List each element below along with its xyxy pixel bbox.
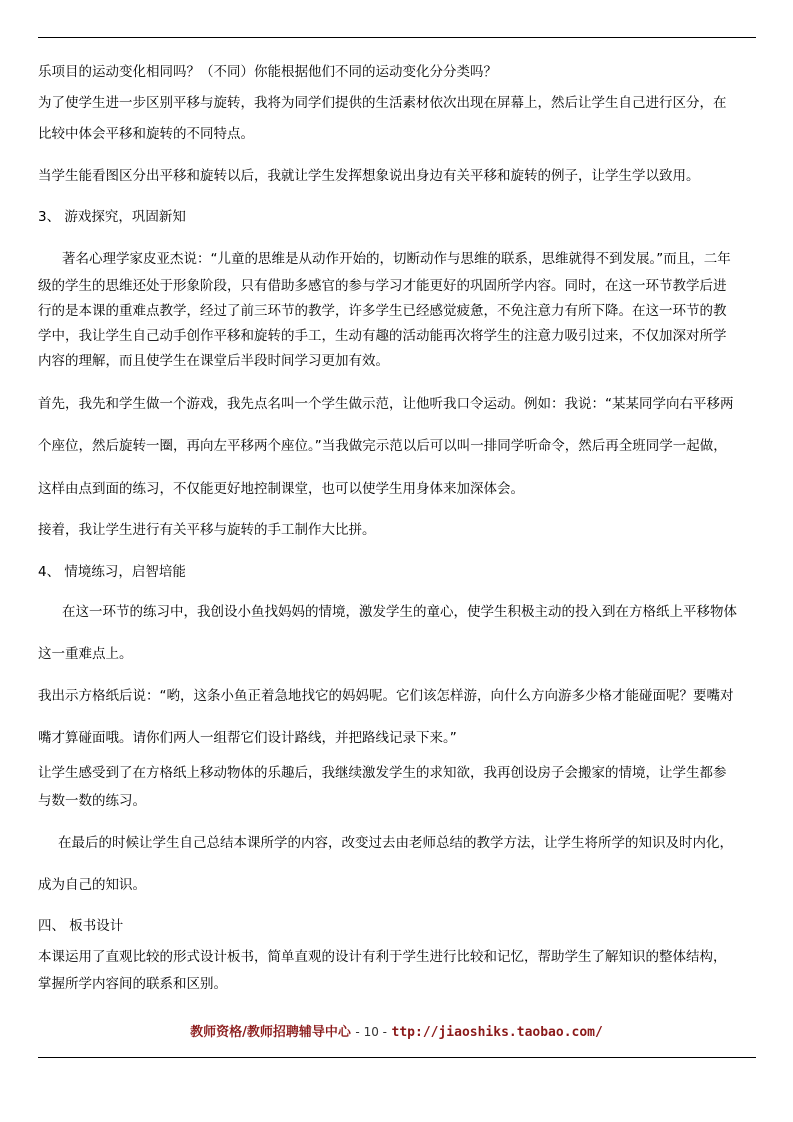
text-line: 学中，我让学生自己动手创作平移和旋转的手工，生动有趣的活动能再次将学生的注意力吸引过来，不仅加深对所学 xyxy=(38,328,727,344)
text-line: 在最后的时候让学生自己总结本课所学的内容，改变过去由老师总结的教学方法，让学生将所学的知识及时内化， xyxy=(58,835,733,851)
section-heading: 4、 情境练习，启智培能 xyxy=(38,564,186,580)
text-line: 著名心理学家皮亚杰说：“儿童的思维是从动作开始的，切断动作与思维的联系，思维就得不到发展。”而且，二年 xyxy=(62,251,731,267)
section-heading: 3、 游戏探究，巩固新知 xyxy=(38,209,186,225)
text-line: 内容的理解，而且使学生在课堂后半段时间学习更加有效。 xyxy=(38,353,389,369)
text-line: 这样由点到面的练习，不仅能更好地控制课堂，也可以使学生用身体来加深体会。 xyxy=(38,481,524,497)
text-line: 首先，我先和学生做一个游戏，我先点名叫一个学生做示范，让他听我口令运动。例如：我说：“某某同学向右平移两 xyxy=(38,396,734,412)
text-line: 乐项目的运动变化相同吗？（不同）你能根据他们不同的运动变化分分类吗？ xyxy=(38,64,497,80)
text-line: 行的是本课的重难点教学，经过了前三环节的教学，许多学生已经感觉疲惫，不免注意力有所下降。在这一环节的教 xyxy=(38,303,727,319)
page-number: - 10 - xyxy=(355,1025,387,1039)
text-line: 个座位，然后旋转一圈，再向左平移两个座位。”当我做完示范以后可以叫一排同学听命令，然后再全班同学一起做， xyxy=(38,438,727,454)
page-footer xyxy=(0,1024,793,1041)
text-line: 成为自己的知识。 xyxy=(38,877,146,893)
text-line: 比较中体会平移和旋转的不同特点。 xyxy=(38,126,254,142)
text-line: 这一重难点上。 xyxy=(38,646,133,662)
text-line: 让学生感受到了在方格纸上移动物体的乐趣后，我继续激发学生的求知欲，我再创设房子会搬家的情境，让学生都参 xyxy=(38,765,727,781)
header-rule xyxy=(38,37,756,38)
footer-org-text: 教师资格/教师招聘辅导中心 xyxy=(190,1025,351,1040)
text-line: 在这一环节的练习中，我创设小鱼找妈妈的情境，激发学生的童心，使学生积极主动的投入到在方格纸上平移物体 xyxy=(62,604,737,620)
text-line: 掌握所学内容间的联系和区别。 xyxy=(38,976,227,992)
footer-rule xyxy=(38,1057,756,1058)
text-line: 本课运用了直观比较的形式设计板书，简单直观的设计有利于学生进行比较和记忆，帮助学生了解知识的整体结构， xyxy=(38,949,727,965)
text-line: 当学生能看图区分出平移和旋转以后，我就让学生发挥想象说出身边有关平移和旋转的例子，让学生学以致用。 xyxy=(38,168,700,184)
text-line: 为了使学生进一步区别平移与旋转，我将为同学们提供的生活素材依次出现在屏幕上，然后让学生自己进行区分，在 xyxy=(38,95,727,111)
footer-url-link[interactable]: ttp://jiaoshiks.taobao.com/ xyxy=(391,1025,603,1040)
text-line: 嘴才算碰面哦。请你们两人一组帮它们设计路线，并把路线记录下来。” xyxy=(38,730,457,746)
text-line: 与数一数的练习。 xyxy=(38,793,146,809)
section-heading: 四、 板书设计 xyxy=(38,918,124,934)
text-line: 接着，我让学生进行有关平移与旋转的手工制作大比拼。 xyxy=(38,522,376,538)
text-line: 级的学生的思维还处于形象阶段，只有借助多感官的参与学习才能更好的巩固所学内容。同时，在这一环节教学后进 xyxy=(38,278,727,294)
text-line: 我出示方格纸后说：“哟，这条小鱼正着急地找它的妈妈呢。它们该怎样游，向什么方向游多少格才能碰面呢？要嘴对 xyxy=(38,688,734,704)
